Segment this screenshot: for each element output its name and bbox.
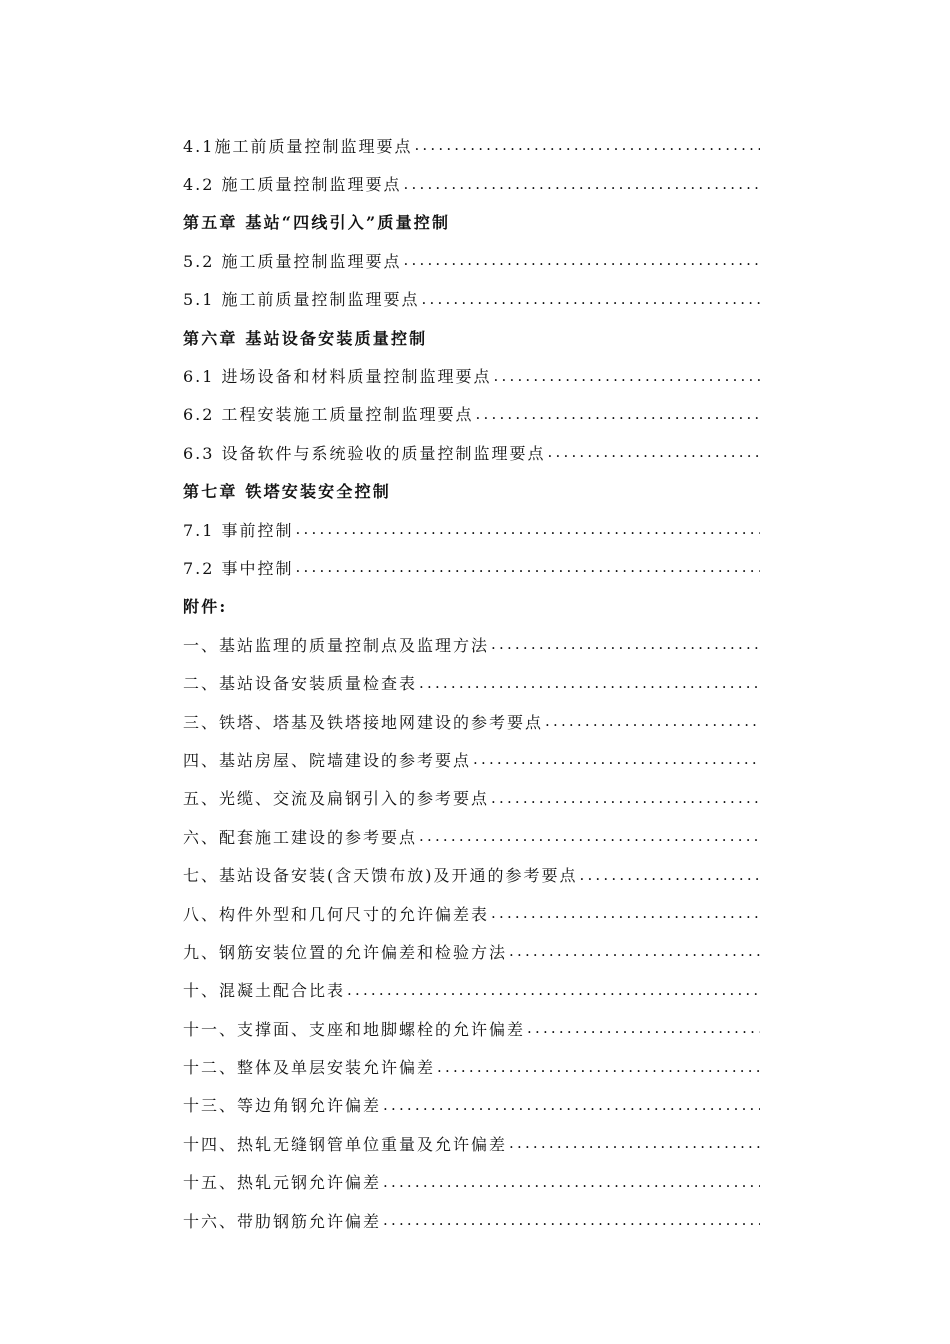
toc-entry [183, 280, 760, 318]
toc-entry-label: 4.1施工前质量控制监理要点 [183, 136, 413, 156]
appendix-title: 附件: [183, 597, 228, 617]
toc-entry-label: 十、混凝土配合比表 [183, 981, 346, 1001]
dot-leader [347, 981, 760, 999]
toc-entry [183, 1124, 760, 1162]
dot-leader [473, 750, 760, 768]
dot-leader [419, 827, 760, 845]
toc-entry-label: 六、配套施工建设的参考要点 [183, 827, 418, 847]
toc-entry-label: 7.2 事中控制 [183, 558, 294, 578]
toc-entry-label: 5.2 施工质量控制监理要点 [183, 251, 402, 271]
dot-leader [491, 789, 760, 807]
toc-entry-label: 十三、等边角钢允许偏差 [183, 1096, 382, 1116]
toc-entry [183, 1009, 760, 1047]
toc-entry-label: 十六、带肋钢筋允许偏差 [183, 1211, 382, 1231]
dot-leader [383, 1173, 760, 1191]
dot-leader [527, 1019, 760, 1037]
dot-leader [437, 1058, 760, 1076]
toc-chapter-heading [183, 472, 760, 510]
toc-entry [183, 971, 760, 1009]
chapter-title: 第六章 基站设备安装质量控制 [183, 328, 428, 348]
dot-leader [509, 942, 760, 960]
toc-appendix-heading [183, 587, 760, 625]
dot-leader [509, 1134, 760, 1152]
toc-entry [183, 1086, 760, 1124]
toc-entry [183, 126, 760, 164]
dot-leader [414, 136, 760, 154]
toc-entry [183, 395, 760, 433]
toc-entry-label: 7.1 事前控制 [183, 520, 294, 540]
dot-leader [548, 443, 760, 461]
toc-entry-label: 五、光缆、交流及扁钢引入的参考要点 [183, 789, 490, 809]
dot-leader [422, 290, 760, 308]
toc-entry-label: 4.2 施工质量控制监理要点 [183, 175, 402, 195]
toc-entry-label: 一、基站监理的质量控制点及监理方法 [183, 635, 490, 655]
toc-entry [183, 817, 760, 855]
toc-entry [183, 855, 760, 893]
toc-entry-label: 十四、热轧无缝钢管单位重量及允许偏差 [183, 1134, 508, 1154]
toc-entry [183, 702, 760, 740]
dot-leader [383, 1211, 760, 1229]
toc-entry-label: 6.3 设备软件与系统验收的质量控制监理要点 [183, 443, 546, 463]
toc-entry [183, 779, 760, 817]
toc-entry [183, 241, 760, 279]
toc-entry-label: 四、基站房屋、院墙建设的参考要点 [183, 750, 472, 770]
dot-leader [404, 175, 760, 193]
toc-entry [183, 663, 760, 701]
toc-entry-label: 6.1 进场设备和材料质量控制监理要点 [183, 367, 492, 387]
toc-chapter-heading [183, 318, 760, 356]
dot-leader [296, 520, 760, 538]
toc-entry [183, 1163, 760, 1201]
dot-leader [545, 712, 760, 730]
toc-entry-label: 十一、支撑面、支座和地脚螺栓的允许偏差 [183, 1019, 526, 1039]
toc-entry-label: 九、钢筋安装位置的允许偏差和检验方法 [183, 942, 508, 962]
toc-entry-label: 七、基站设备安装(含天馈布放)及开通的参考要点 [183, 866, 578, 886]
toc-entry [183, 625, 760, 663]
dot-leader [419, 674, 760, 692]
toc-entry [183, 1201, 760, 1239]
dot-leader [491, 904, 760, 922]
chapter-title: 第七章 铁塔安装安全控制 [183, 482, 391, 502]
toc-entry [183, 740, 760, 778]
toc-entry [183, 894, 760, 932]
toc-entry [183, 1047, 760, 1085]
toc-entry-label: 5.1 施工前质量控制监理要点 [183, 290, 420, 310]
dot-leader [494, 367, 760, 385]
toc-entry [183, 932, 760, 970]
dot-leader [404, 251, 760, 269]
toc-entry-label: 6.2 工程安装施工质量控制监理要点 [183, 405, 474, 425]
toc-entry-label: 八、构件外型和几何尺寸的允许偏差表 [183, 904, 490, 924]
toc-entry [183, 356, 760, 394]
dot-leader [383, 1096, 760, 1114]
dot-leader [296, 558, 760, 576]
toc-entry [183, 510, 760, 548]
toc-entry-label: 二、基站设备安装质量检查表 [183, 674, 418, 694]
toc-entry [183, 164, 760, 202]
toc-chapter-heading [183, 203, 760, 241]
toc-entry-label: 三、铁塔、塔基及铁塔接地网建设的参考要点 [183, 712, 544, 732]
chapter-title: 第五章 基站“四线引入”质量控制 [183, 213, 451, 233]
toc-entry-label: 十五、热轧元钢允许偏差 [183, 1173, 382, 1193]
table-of-contents [183, 126, 760, 1239]
toc-entry [183, 548, 760, 586]
dot-leader [491, 635, 760, 653]
toc-entry-label: 十二、整体及单层安装允许偏差 [183, 1058, 436, 1078]
toc-entry [183, 433, 760, 471]
dot-leader [476, 405, 760, 423]
dot-leader [580, 866, 761, 884]
